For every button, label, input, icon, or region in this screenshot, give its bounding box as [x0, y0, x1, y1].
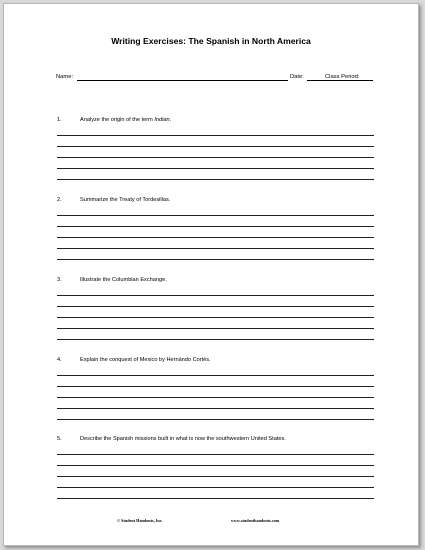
footer-website: www.studenthandouts.com: [231, 518, 280, 523]
question-text: [80, 117, 171, 123]
answer-line[interactable]: [57, 237, 374, 238]
footer-copyright: © Student Handouts, Inc.: [117, 518, 163, 523]
answer-line[interactable]: [57, 295, 374, 296]
question-number: 4.: [57, 357, 62, 363]
answer-line[interactable]: [57, 215, 374, 216]
answer-line[interactable]: [57, 476, 374, 477]
answer-line[interactable]: [57, 465, 374, 466]
answer-line[interactable]: [57, 226, 374, 227]
answer-line[interactable]: [57, 454, 374, 455]
answer-line[interactable]: [57, 375, 374, 376]
name-label: Name:: [56, 74, 74, 80]
question-text-end: .: [169, 117, 172, 123]
answer-line[interactable]: [57, 386, 374, 387]
answer-line[interactable]: [57, 259, 374, 260]
answer-line[interactable]: [57, 408, 374, 409]
name-field[interactable]: [77, 80, 288, 81]
answer-line[interactable]: [57, 498, 374, 499]
class-period-field[interactable]: [362, 80, 373, 81]
answer-line[interactable]: [57, 248, 374, 249]
student-info-row: [54, 74, 374, 82]
question-text: Describe the Spanish missions built in what is now the southwestern United States.: [80, 436, 286, 442]
question-text: Explain the conquest of Mexico by Hernándo Cortés.: [80, 357, 211, 363]
question-number: 3.: [57, 277, 62, 283]
date-label: Date:: [290, 74, 304, 80]
answer-line[interactable]: [57, 419, 374, 420]
answer-line[interactable]: [57, 168, 374, 169]
question-number: 5.: [57, 436, 62, 442]
question-number: 1.: [57, 117, 62, 123]
answer-line[interactable]: [57, 487, 374, 488]
answer-line[interactable]: [57, 306, 374, 307]
answer-line[interactable]: [57, 397, 374, 398]
question-text: Illustrate the Columbian Exchange.: [80, 277, 167, 283]
answer-line[interactable]: [57, 339, 374, 340]
question-number: 2.: [57, 197, 62, 203]
page-title: Writing Exercises: The Spanish in North America: [111, 36, 311, 46]
question-text-main: Analyze the origin of the term: [80, 117, 155, 123]
answer-line[interactable]: [57, 146, 374, 147]
question-text: Summarize the Treaty of Tordesillas.: [80, 197, 171, 203]
answer-line[interactable]: [57, 328, 374, 329]
answer-line[interactable]: [57, 179, 374, 180]
answer-line[interactable]: [57, 135, 374, 136]
worksheet-page: [3, 3, 419, 546]
class-period-label: Class Period:: [325, 74, 360, 80]
answer-line[interactable]: [57, 157, 374, 158]
question-text-italic: Indian: [154, 117, 170, 123]
answer-line[interactable]: [57, 317, 374, 318]
